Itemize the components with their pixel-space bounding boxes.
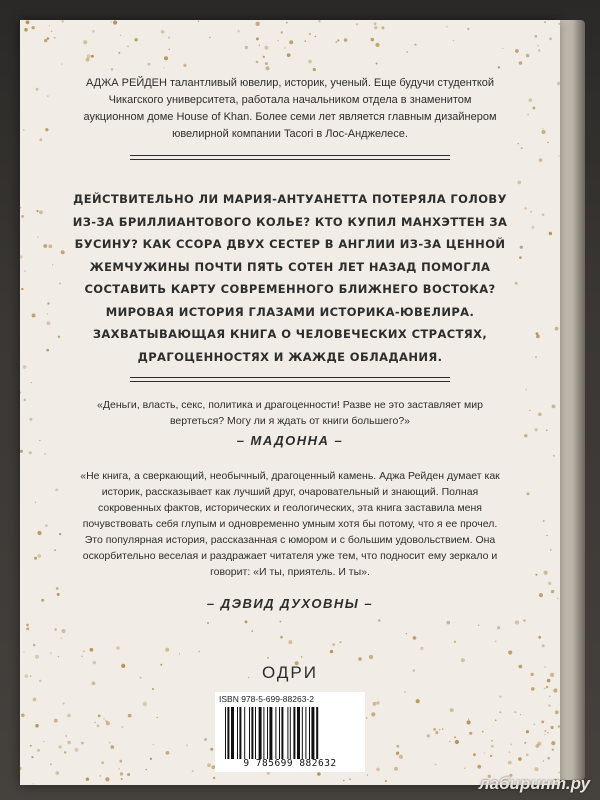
divider-bottom	[130, 377, 450, 378]
divider-top	[130, 155, 450, 156]
quote-duchovny-author: – ДЭВИД ДУХОВНЫ –	[206, 596, 374, 611]
book-blurb: ДЕЙСТВИТЕЛЬНО ЛИ МАРИЯ-АНТУАНЕТТА ПОТЕРЯЛА ГОЛОВУ ИЗ-ЗА БРИЛЛИАНТОВОГО КОЛЬЕ? КТО КУПИЛ МАНХЭТТЕН ЗА БУСИНУ? КАК ССОРА ДВУХ СЕСТЕР В АНГЛИИ ИЗ-ЗА ЦЕННОЙ ЖЕМЧУЖИНЫ ПОЧТИ ПЯТЬ СОТЕН ЛЕТ НАЗАД ПОМОГЛА СОСТАВИТЬ КАРТУ СОВРЕМЕННОГО БЛИЖНЕГО ВОСТОКА? МИРОВАЯ ИСТОРИЯ ГЛАЗАМИ ИСТОРИКА-ЮВЕЛИРА. ЗАХВАТЫВАЮЩАЯ КНИГА О ЧЕЛОВЕЧЕСКИХ СТРАСТЯХ, ДРАГОЦЕННОСТЯХ И ЖАЖДЕ ОБЛАДАНИЯ.	[72, 192, 508, 364]
publisher-logo: ОДРИ	[262, 663, 318, 682]
author-bio: АДЖА РЕЙДЕН талантливый ювелир, историк, ученый. Еще будучи студенткой Чикагского университета, работала начальником отдела в знаменитом аукционном доме House of Khan. Более семи лет является главным дизайнером ювелирной компании Tacori в Лос-Анджелесе.	[83, 77, 497, 140]
barcode-digits: 9 785699 882632	[243, 758, 337, 769]
barcode-image	[223, 707, 357, 759]
isbn-barcode-block	[215, 692, 365, 772]
quote-madonna-author: – МАДОННА –	[236, 433, 344, 448]
quote-duchovny: «Не книга, а сверкающий, необычный, драгоценный камень. Аджа Рейден думает как историк, рассказывает как лучший друг, очаровательный и знающий. Полная сокровенных фактов, исторических и геологических, эта книга заставила меня почувствовать себя глупым и одновременно умным хотя бы потому, что я ее прочел. Это популярная история, рассказанная с юмором и с большим удовольствием. Она оскорбительно веселая и раздражает читателя уже тем, что подносит ему зеркало и говорит: «И ты, приятель. И ты».	[80, 470, 500, 578]
watermark-labirint: лабиринт.ру	[479, 774, 590, 793]
quote-madonna: «Деньги, власть, секс, политика и драгоценности! Разве не это заставляет мир вертеться? Могу ли я ждать от книги большего?»	[97, 399, 483, 427]
book-back-cover	[20, 20, 560, 785]
isbn-label: ISBN 978-5-699-88263-2	[219, 694, 314, 704]
